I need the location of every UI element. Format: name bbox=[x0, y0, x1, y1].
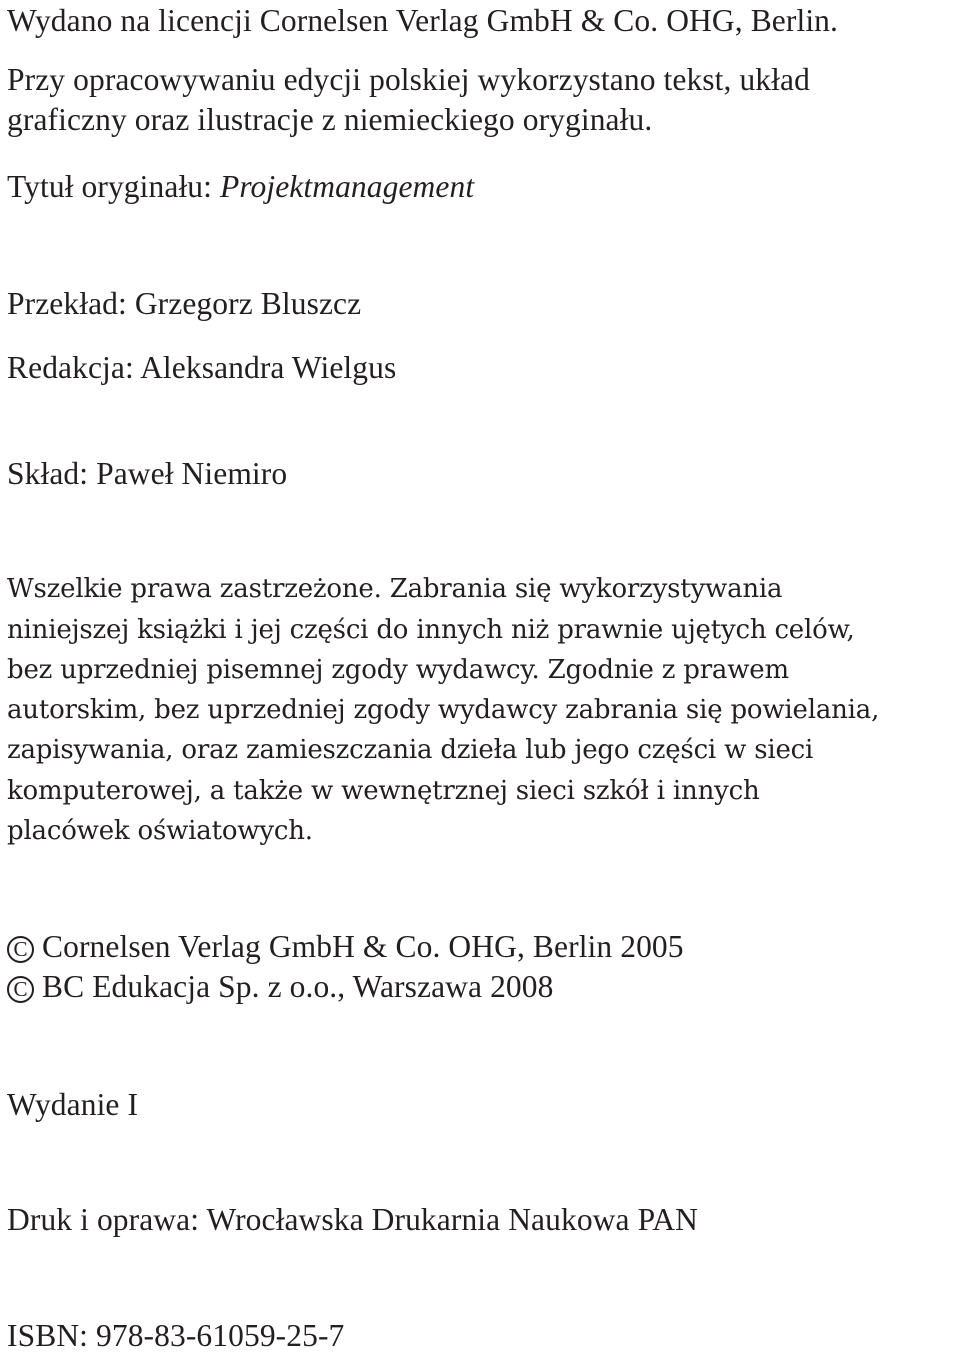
copyright-text-1: Cornelsen Verlag GmbH & Co. OHG, Berlin 2005 bbox=[42, 929, 684, 964]
rights-line-1: Wszelkie prawa zastrzeżone. Zabrania się wykorzystywania bbox=[7, 574, 783, 604]
license-line-3: graficzny oraz ilustracje z niemieckiego oryginału. bbox=[7, 102, 653, 137]
printing-credit: Druk i oprawa: Wrocławska Drukarnia Naukowa PAN bbox=[7, 1202, 699, 1237]
edition: Wydanie I bbox=[7, 1087, 139, 1122]
isbn: ISBN: 978-83-61059-25-7 bbox=[7, 1318, 345, 1353]
copyright-text-2: BC Edukacja Sp. z o.o., Warszawa 2008 bbox=[42, 969, 554, 1004]
copyright-icon: C bbox=[7, 976, 34, 1003]
rights-line-5: zapisywania, oraz zamieszczania dzieła lub jego części w sieci bbox=[7, 735, 814, 765]
rights-line-2: niniejszej książki i jej części do innych niż prawnie ujętych celów, bbox=[7, 615, 855, 645]
rights-line-6: komputerowej, a także w wewnętrznej sieci szkół i innych bbox=[7, 776, 760, 806]
translation-credit: Przekład: Grzegorz Bluszcz bbox=[7, 286, 362, 321]
editing-credit: Redakcja: Aleksandra Wielgus bbox=[7, 350, 397, 385]
original-title bbox=[7, 167, 474, 207]
license-line-2: Przy opracowywaniu edycji polskiej wykorzystano tekst, układ bbox=[7, 62, 810, 97]
rights-line-7: placówek oświatowych. bbox=[7, 816, 313, 846]
copyright-line-2 bbox=[7, 967, 553, 1007]
rights-line-4: autorskim, bez uprzedniej zgody wydawcy zabrania się powielania, bbox=[7, 695, 880, 725]
license-line-1: Wydano na licencji Cornelsen Verlag GmbH & Co. OHG, Berlin. bbox=[7, 3, 839, 38]
copyright-icon: C bbox=[7, 936, 34, 963]
original-title-value: Projektmanagement bbox=[219, 169, 475, 204]
typesetting-credit: Skład: Paweł Niemiro bbox=[7, 456, 288, 491]
rights-line-3: bez uprzedniej pisemnej zgody wydawcy. Zgodnie z prawem bbox=[7, 655, 789, 685]
copyright-line-1 bbox=[7, 927, 684, 967]
original-title-label: Tytuł oryginału: bbox=[7, 169, 220, 204]
